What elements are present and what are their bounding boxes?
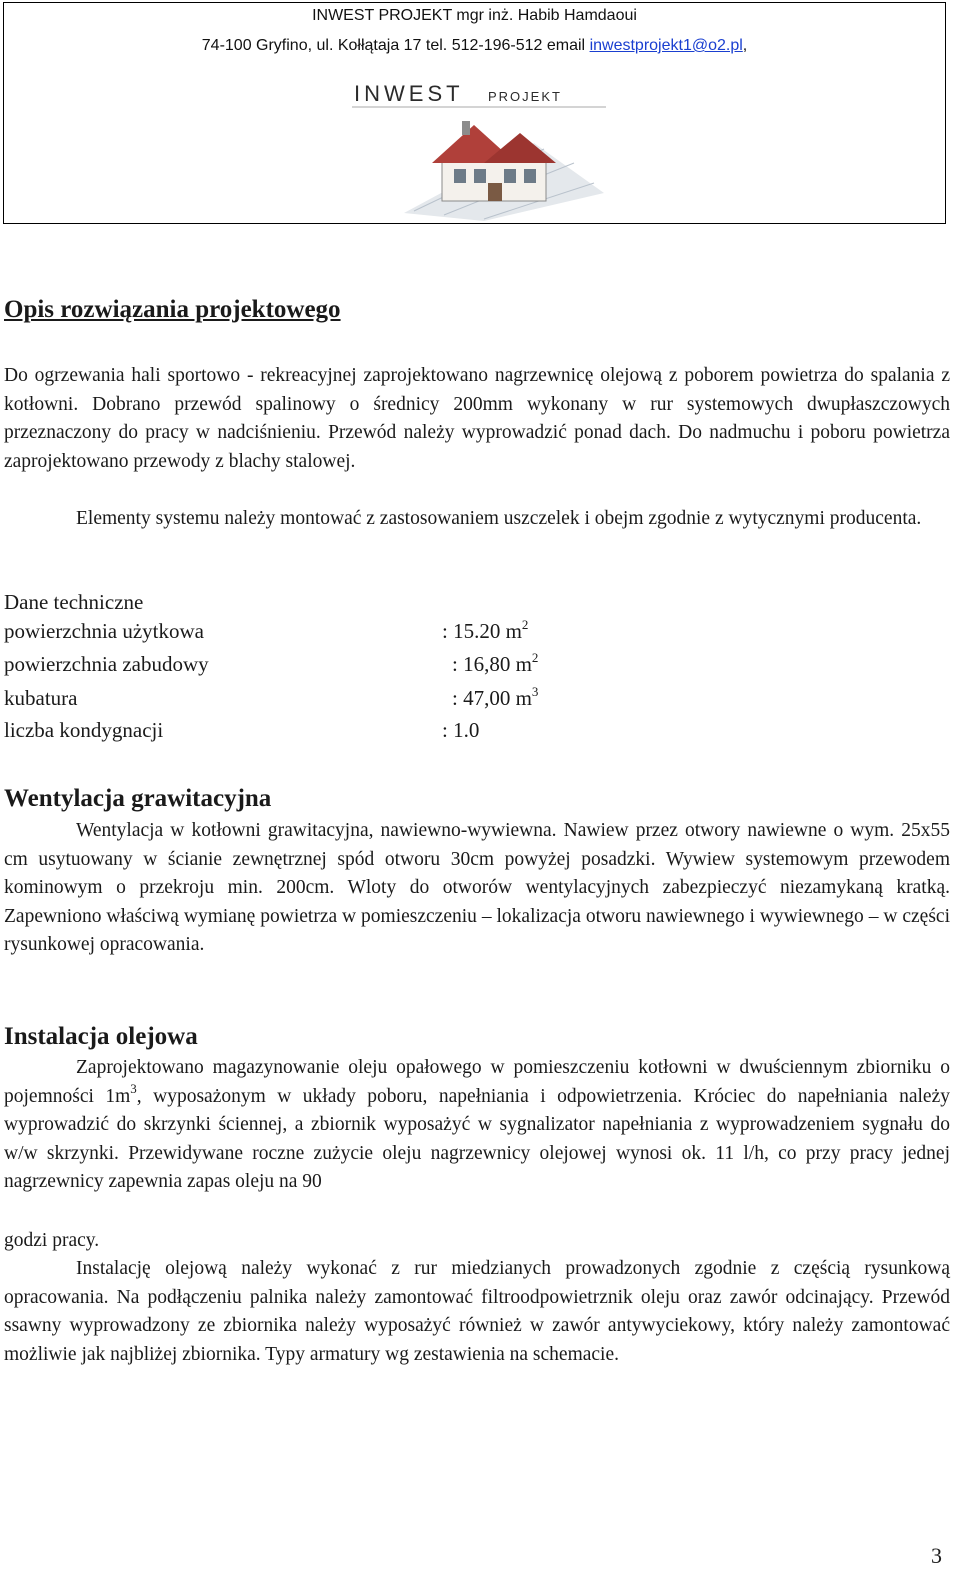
paragraph-ventilation <box>4 817 950 960</box>
tech-label: powierzchnia zabudowy <box>4 652 209 676</box>
section-title-ventilation: Wentylacja grawitacyjna <box>4 785 272 812</box>
house-logo-icon <box>344 73 614 223</box>
technical-data-heading: Dane techniczne <box>4 590 144 614</box>
paragraph-oil-piping-text: Instalację olejową należy wykonać z rur miedzianych prowadzonych zgodnie z częścią rysunkową opracowania. Na podłączeniu palnika należy zamontować filtroodpowietrznik oleju oraz zawór odcinający. Przewód ssawny wyprowadzony ze zbiornika należy wyposażyć również w zawór antywyciekowy, który należy zamontować możliwie jak najbliżej zbiornika. Typy armatury wg zestawienia na schemacie. <box>4 1258 950 1365</box>
paragraph-ventilation-text: Wentylacja w kotłowni grawitacyjna, nawiewno-wywiewna. Nawiew przez otwory nawiewne o wym. 25x55 cm usytuowany w ścianie zewnętrznej spód otworu 30cm powyżej posadzki. Wywiew systemowym przewodem kominowym o przekroju min. 200cm. Wloty do otworów wentylacyjnych zabezpieczyć niezamykaną kratką. Zapewniono właściwą wymianę powietrza w pomieszczeniu – lokalizacja otworu nawiewnego i wywiewnego – w części rysunkowej opracowania. <box>4 820 950 955</box>
svg-text:PROJEKT: PROJEKT <box>488 89 562 104</box>
email-suffix: , <box>742 37 748 54</box>
company-address <box>4 37 945 55</box>
paragraph-heating: Do ogrzewania hali sportowo - rekreacyjnej zaprojektowano nagrzewnicę olejową z poborem powietrza do spalania z kotłowni. Dobrano przewód spalinowy o średnicy 200mm wykonany w rur systemowych dwupłaszczowych przeznaczony do pracy w nadciśnieniu. Przewód należy wyprowadzić ponad dach. Do nadmuchu i poboru powietrza zaprojektowano przewody z blachy stalowej. <box>4 365 950 472</box>
address-text: 74-100 Gryfino, ul. Kołłątaja 17 tel. 512-196-512 email <box>201 37 590 54</box>
tech-value: : 47,00 $m^3$ <box>452 684 539 710</box>
tech-value: : 15.20 $m^2$ <box>442 617 529 643</box>
page-number: 3 <box>931 1543 942 1568</box>
paragraph-installation-text: Elementy systemu należy montować z zastosowaniem uszczelek i obejm zgodnie z wytycznymi producenta. <box>76 508 922 529</box>
email-link[interactable]: inwestprojekt1@o2.pl <box>589 37 743 54</box>
tech-value: : 1.0 <box>442 718 480 742</box>
paragraph-oil-piping <box>4 1255 950 1369</box>
company-logo <box>344 73 614 223</box>
tech-label: kubatura <box>4 686 78 710</box>
svg-text:INWEST: INWEST <box>354 81 464 106</box>
paragraph-oil-storage: Zaprojektowano magazynowanie oleju opałowego w pomieszczeniu kotłowni w dwuściennym zbiorniku o pojemności $1m^3$, wyposażonym w układy poboru, napełniania i odpowietrzenia. Króciec do napełniania należy wyprowadzić do skrzynki ściennej, a zbiornik wyposażyć w sygnalizator napełniania z wyprowadzeniem sygnału do w/w skrzynki. Przewidywane roczne zużycie oleju nagrzewnicy olejowej wynosi ok. 11 l/h, co przy pracy jednej nagrzewnicy zapewnia zapas oleju na 90 <box>4 1057 950 1192</box>
section-title-oil-installation: Instalacja olejowa <box>4 1023 198 1050</box>
company-name: INWEST PROJEKT mgr inż. Habib Hamdaoui <box>312 7 637 24</box>
paragraph-oil-storage-end: godzi pracy. <box>4 1230 100 1251</box>
section-title-project: Opis rozwiązania projektowego <box>4 296 341 323</box>
paragraph-installation-elements <box>4 505 950 534</box>
letterhead <box>3 2 946 224</box>
tech-label: powierzchnia użytkowa <box>4 619 205 643</box>
tech-value: : 16,80 $m^2$ <box>452 650 539 676</box>
tech-label: liczba kondygnacji <box>4 718 164 742</box>
